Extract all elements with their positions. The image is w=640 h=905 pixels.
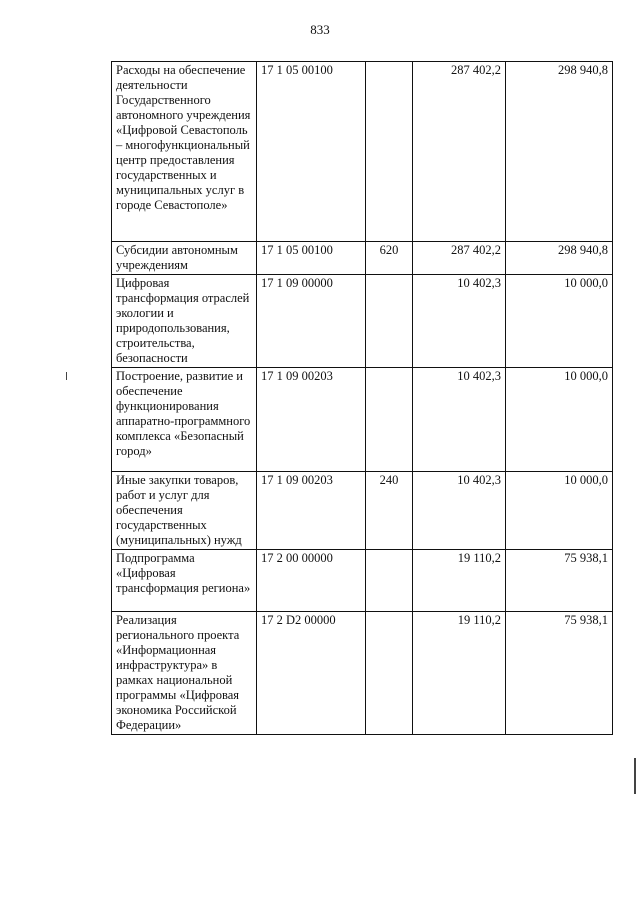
- row-amount-year2: 75 938,1: [506, 612, 613, 735]
- row-name: Построение, развитие и обеспечение функционирования аппаратно-программного комплекса «Безопасный город»: [112, 368, 257, 472]
- row-amount-year1: 19 110,2: [413, 612, 506, 735]
- row-code: 17 1 09 00203: [257, 472, 366, 550]
- row-amount-year1: 10 402,3: [413, 368, 506, 472]
- row-code: 17 1 09 00000: [257, 275, 366, 368]
- row-code: 17 2 D2 00000: [257, 612, 366, 735]
- table-row: [112, 368, 613, 472]
- table-row: [112, 275, 613, 368]
- row-amount-year2: 75 938,1: [506, 550, 613, 612]
- scan-artifact-left: [66, 372, 67, 380]
- table-row: [112, 612, 613, 735]
- table-row: [112, 550, 613, 612]
- row-code: 17 2 00 00000: [257, 550, 366, 612]
- row-name: Цифровая трансформация отраслей экологии и природопользования, строительства, безопасности: [112, 275, 257, 368]
- row-expense-type: 620: [366, 242, 413, 275]
- row-amount-year1: 287 402,2: [413, 62, 506, 242]
- row-name: Подпрограмма «Цифровая трансформация региона»: [112, 550, 257, 612]
- row-name: Реализация регионального проекта «Информационная инфраструктура» в рамках национальной программы «Цифровая экономика Российской Федерации»: [112, 612, 257, 735]
- table-row: [112, 62, 613, 242]
- row-code: 17 1 09 00203: [257, 368, 366, 472]
- row-amount-year1: 10 402,3: [413, 275, 506, 368]
- page-number: 833: [310, 22, 330, 37]
- row-amount-year1: 10 402,3: [413, 472, 506, 550]
- row-expense-type: [366, 612, 413, 735]
- row-name: Субсидии автономным учреждениям: [112, 242, 257, 275]
- row-code: 17 1 05 00100: [257, 62, 366, 242]
- table-row: [112, 472, 613, 550]
- row-expense-type: [366, 550, 413, 612]
- row-expense-type: [366, 275, 413, 368]
- row-amount-year2: 298 940,8: [506, 62, 613, 242]
- row-expense-type: [366, 62, 413, 242]
- scan-artifact-right: [634, 758, 636, 794]
- row-code: 17 1 05 00100: [257, 242, 366, 275]
- row-expense-type: 240: [366, 472, 413, 550]
- row-expense-type: [366, 368, 413, 472]
- row-amount-year2: 298 940,8: [506, 242, 613, 275]
- row-amount-year2: 10 000,0: [506, 368, 613, 472]
- row-amount-year2: 10 000,0: [506, 275, 613, 368]
- table-row: [112, 242, 613, 275]
- row-amount-year1: 287 402,2: [413, 242, 506, 275]
- row-name: Иные закупки товаров, работ и услуг для обеспечения государственных (муниципальных) нужд: [112, 472, 257, 550]
- budget-table: [111, 61, 613, 735]
- row-name: Расходы на обеспечение деятельности Государственного автономного учреждения «Цифровой Севастополь – многофункциональный центр предоставления государственных и муниципальных услуг в городе Севастополе»: [112, 62, 257, 242]
- row-amount-year1: 19 110,2: [413, 550, 506, 612]
- row-amount-year2: 10 000,0: [506, 472, 613, 550]
